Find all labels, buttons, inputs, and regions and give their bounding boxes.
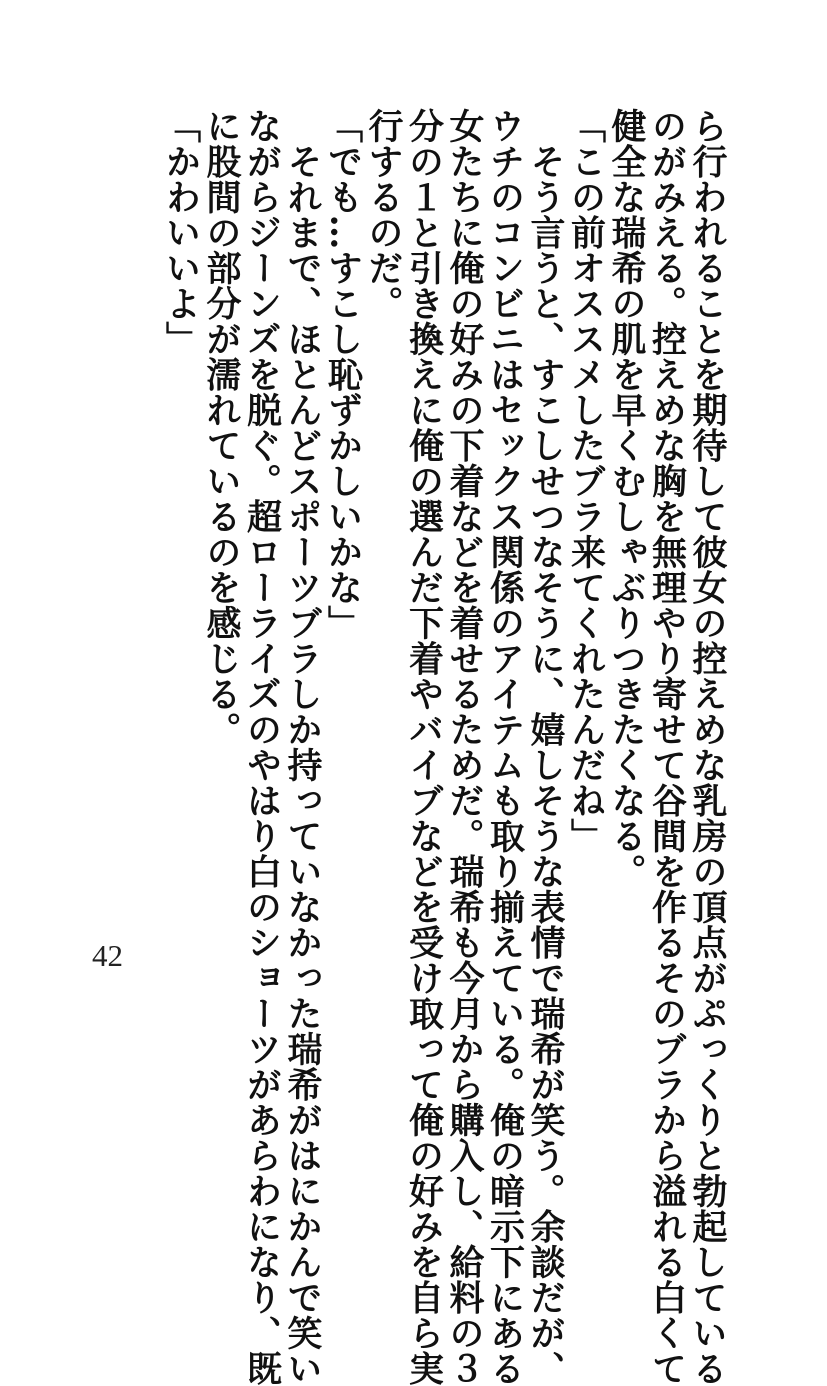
text-line: 「この前オススメしたブラ来てくれたんだね」 (565, 108, 607, 854)
text-line: ら行われることを期待して彼女の控えめな乳房の頂点がぷっくりと勃起している (687, 108, 728, 1386)
text-line: 「かわいいよ」 (160, 108, 202, 357)
vertical-text-body (160, 108, 728, 1386)
page-number: 42 (92, 938, 123, 973)
text-line: 行するのだ。 (363, 108, 404, 321)
text-line: ウチのコンビニはセックス関係のアイテムも取り揃えている。俺の暗示下にある (484, 108, 526, 1386)
text-line: ながらジーンズを脱ぐ。超ローライズのやはり白のショーツがあらわになり、既 (241, 108, 283, 1386)
text-line: 健全な瑞希の肌を早くむしゃぶりつきたくなる。 (606, 108, 647, 889)
text-line: に股間の部分が濡れているのを感じる。 (201, 108, 242, 747)
text-line: 「でも…すこし恥ずかしいかな」 (322, 108, 364, 641)
text-line: それまで、ほとんどスポーツブラしか持っていなかった瑞希がはにかんで笑い (282, 108, 323, 1386)
text-line: そう言うと、すこしせつなそうに、嬉しそうな表情で瑞希が笑う。余談だが、 (525, 108, 566, 1386)
text-line: のがみえる。控えめな胸を無理やり寄せて谷間を作るそのブラから溢れる白くて (646, 108, 688, 1386)
text-line: 分の１と引き換えに俺の選んだ下着やバイブなどを受け取って俺の好みを自ら実 (403, 108, 445, 1386)
text-line: 女たちに俺の好みの下着などを着せるためだ。瑞希も今月から購入し、給料の３ (444, 108, 485, 1386)
